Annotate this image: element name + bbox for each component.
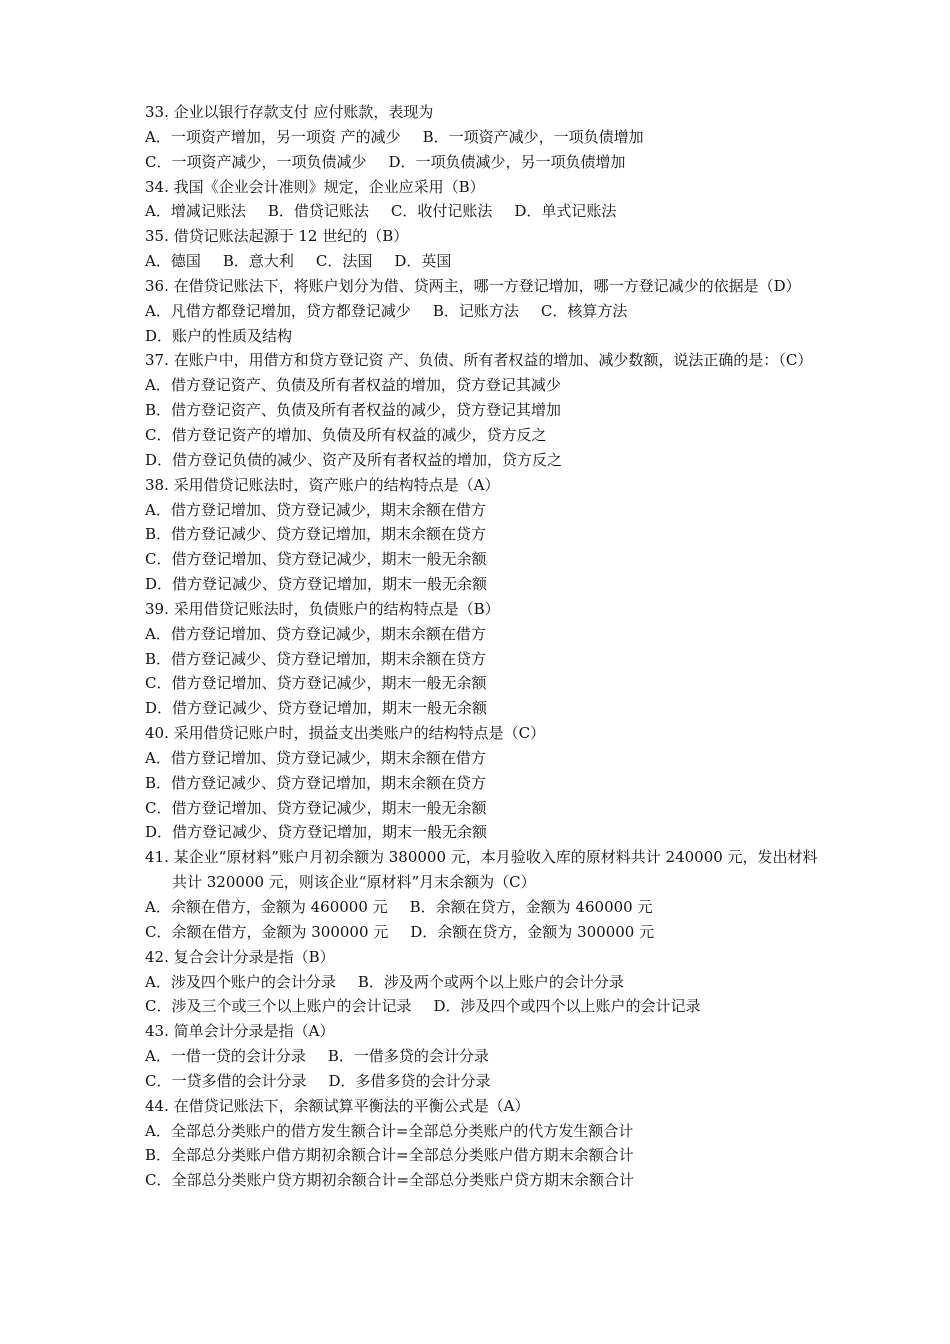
answer-option: C．借方登记资产的增加、负债及所有权益的减少，贷方反之 xyxy=(145,425,547,444)
answer-option: B．借方登记资产、负债及所有者权益的减少，贷方登记其增加 xyxy=(145,401,562,420)
answer-option: D．借方登记负债的减少、资产及所有者权益的增加，贷方反之 xyxy=(145,450,563,469)
question-stem: 33. 企业以银行存款支付 应付账款，表现为 xyxy=(145,103,434,121)
option-row xyxy=(145,1044,825,1069)
answer-option: C．借方登记增加、贷方登记减少，期末一般无余额 xyxy=(145,550,487,569)
option-row xyxy=(145,796,825,821)
option-row xyxy=(145,820,825,845)
answer-option: A．凡借方都登记增加，贷方都登记减少 xyxy=(145,301,411,320)
question-stem: 39. 采用借贷记账法时，负债账户的结构特点是（B） xyxy=(145,599,500,618)
option-row xyxy=(145,199,825,224)
option-row xyxy=(145,1168,825,1193)
answer-option: C．借方登记增加、贷方登记减少，期末一般无余额 xyxy=(145,674,487,693)
answer-option: D．单式记账法 xyxy=(514,202,617,221)
answer-option: C．全部总分类账户贷方期初余额合计=全部总分类账户贷方期末余额合计 xyxy=(145,1171,635,1190)
option-row xyxy=(145,970,825,995)
option-row xyxy=(145,622,825,647)
question-stem: 41. 某企业“原材料”账户月初余额为 380000 元，本月验收入库的原材料共计 240000 元，发出材料共计 320000 元，则该企业“原材料”月末余额为（C） xyxy=(145,848,818,892)
option-row xyxy=(145,423,825,448)
answer-option: C．余额在借方，金额为 300000 元 xyxy=(145,922,389,941)
option-row xyxy=(145,895,825,920)
option-row xyxy=(145,373,825,398)
answer-option: B．借方登记减少、贷方登记增加，期末余额在贷方 xyxy=(145,525,487,544)
answer-option: D．账户的性质及结构 xyxy=(145,326,293,345)
option-row xyxy=(145,498,825,523)
answer-option: C．涉及三个或三个以上账户的会计记录 xyxy=(145,997,412,1016)
answer-option: A．余额在借方，金额为 460000 元 xyxy=(145,898,388,916)
option-row xyxy=(145,1069,825,1094)
option-row xyxy=(145,398,825,423)
answer-option: C．法国 xyxy=(315,252,373,271)
answer-option: A．全部总分类账户的借方发生额合计=全部总分类账户的代方发生额合计 xyxy=(145,1121,634,1140)
option-row xyxy=(145,1119,825,1144)
question-stem: 43. 简单会计分录是指（A） xyxy=(145,1022,335,1041)
option-row xyxy=(145,547,825,572)
answer-option: A．借方登记资产、负债及所有者权益的增加，贷方登记其减少 xyxy=(145,376,561,395)
answer-option: A．一项资产增加，另一项资 产的减少 xyxy=(145,127,401,146)
option-row xyxy=(145,671,825,696)
answer-option: B．借贷记账法 xyxy=(267,202,369,221)
option-row xyxy=(145,299,825,324)
option-row xyxy=(145,696,825,721)
answer-option: D．借方登记减少、贷方登记增加，期末一般无余额 xyxy=(145,699,488,718)
answer-option: D．余额在贷方，金额为 300000 元 xyxy=(410,922,655,941)
answer-option: D．一项负债减少，另一项负债增加 xyxy=(388,152,626,171)
answer-option: D．英国 xyxy=(394,252,452,271)
option-row xyxy=(145,920,825,945)
answer-option: D．借方登记减少、贷方登记增加，期末一般无余额 xyxy=(145,823,488,842)
answer-option: D．涉及四个或四个以上账户的会计记录 xyxy=(433,997,701,1016)
question-stem: 40. 采用借贷记账户时，损益支出类账户的结构特点是（C） xyxy=(145,724,546,743)
answer-option: B．记账方法 xyxy=(432,301,519,320)
option-row xyxy=(145,647,825,672)
option-row xyxy=(145,572,825,597)
answer-option: C．收付记账法 xyxy=(390,202,493,221)
option-row xyxy=(145,1143,825,1168)
answer-option: A．借方登记增加、贷方登记减少，期末余额在借方 xyxy=(145,500,486,519)
answer-option: C．借方登记增加、贷方登记减少，期末一般无余额 xyxy=(145,798,487,817)
question-stem: 34. 我国《企业会计准则》规定，企业应采用（B） xyxy=(145,177,485,196)
option-row xyxy=(145,125,825,150)
option-row xyxy=(145,771,825,796)
answer-option: C．一贷多借的会计分录 xyxy=(145,1071,307,1090)
answer-option: B．涉及两个或两个以上账户的会计分录 xyxy=(357,972,624,991)
question-stem: 38. 采用借贷记账法时，资产账户的结构特点是（A） xyxy=(145,475,500,494)
answer-option: A．增减记账法 xyxy=(145,202,246,221)
answer-option: B．全部总分类账户借方期初余额合计=全部总分类账户借方期末余额合计 xyxy=(145,1146,634,1165)
question-stem: 44. 在借贷记账法下，余额试算平衡法的平衡公式是（A） xyxy=(145,1096,530,1115)
answer-option: B．一借多贷的会计分录 xyxy=(327,1047,489,1066)
option-row xyxy=(145,249,825,274)
answer-option: A．涉及四个账户的会计分录 xyxy=(145,972,336,991)
option-row xyxy=(145,746,825,771)
option-row xyxy=(145,150,825,175)
answer-option: B．一项资产减少，一项负债增加 xyxy=(422,127,644,146)
answer-option: A．德国 xyxy=(145,252,201,271)
answer-option: B．借方登记减少、贷方登记增加，期末余额在贷方 xyxy=(145,773,487,792)
answer-option: B．借方登记减少、贷方登记增加，期末余额在贷方 xyxy=(145,649,487,668)
question-stem: 42. 复合会计分录是指（B） xyxy=(145,947,335,966)
answer-option: B．余额在贷方，金额为 460000 元 xyxy=(409,898,653,916)
option-row xyxy=(145,522,825,547)
answer-option: B．意大利 xyxy=(222,252,294,271)
question-stem: 35. 借贷记账法起源于 12 世纪的（B） xyxy=(145,227,409,246)
answer-option: D．多借多贷的会计分录 xyxy=(328,1071,491,1090)
answer-option: A．一借一贷的会计分录 xyxy=(145,1047,306,1066)
answer-option: A．借方登记增加、贷方登记减少，期末余额在借方 xyxy=(145,624,486,643)
option-row xyxy=(145,994,825,1019)
answer-option: C．核算方法 xyxy=(540,301,628,320)
option-row xyxy=(145,324,825,349)
question-stem: 36. 在借贷记账法下，将账户划分为借、贷两主，哪一方登记增加，哪一方登记减少的依据是（D） xyxy=(145,276,801,295)
answer-option: C．一项资产减少，一项负债减少 xyxy=(145,152,367,171)
question-stem: 37. 在账户中，用借方和贷方登记资 产、负债、所有者权益的增加、减少数额，说法正确的是：（C） xyxy=(145,351,813,370)
answer-option: A．借方登记增加、贷方登记减少，期末余额在借方 xyxy=(145,748,486,767)
answer-option: D．借方登记减少、贷方登记增加，期末一般无余额 xyxy=(145,575,488,594)
option-row xyxy=(145,448,825,473)
document-page xyxy=(145,100,825,1193)
